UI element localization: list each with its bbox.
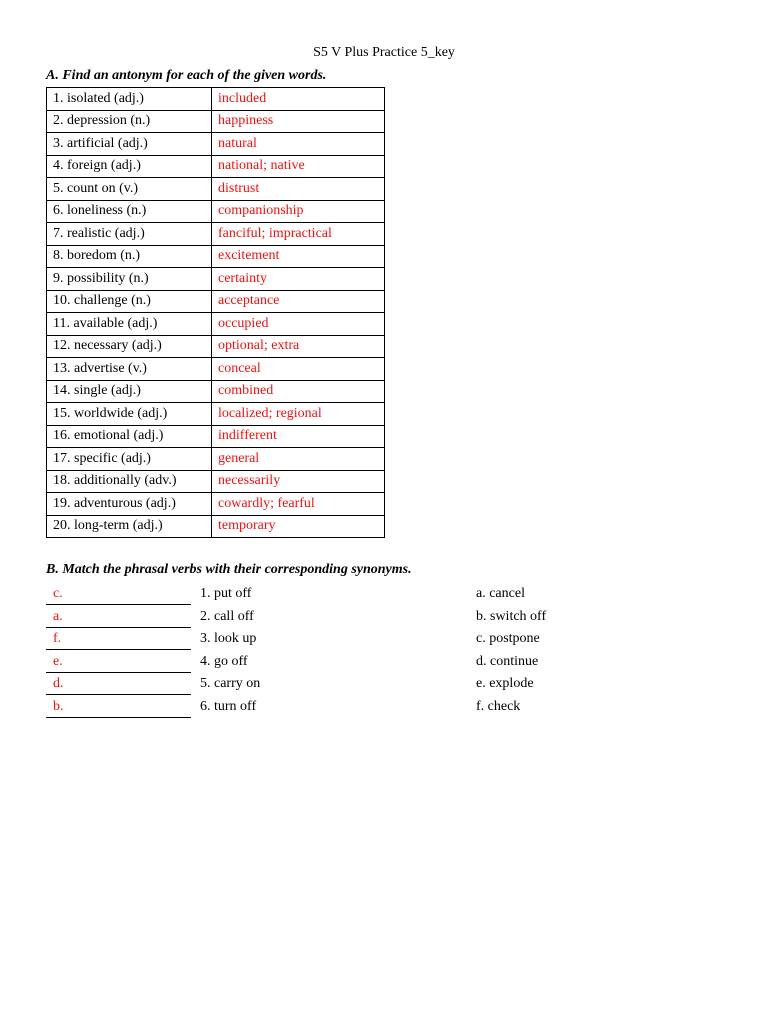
phrasal-verb: 2. call off <box>200 608 254 624</box>
given-word-cell: 16. emotional (adj.) <box>47 425 212 448</box>
given-word-cell: 8. boredom (n.) <box>47 245 212 268</box>
page-title: S5 V Plus Practice 5_key <box>313 45 455 60</box>
given-word-cell: 19. adventurous (adj.) <box>47 493 212 516</box>
table-row <box>47 515 385 538</box>
antonym-answer-cell: companionship <box>212 200 385 223</box>
antonym-answer-cell: optional; extra <box>212 335 385 358</box>
match-row <box>0 629 768 651</box>
table-row <box>47 290 385 313</box>
table-row <box>47 245 385 268</box>
antonym-answer-cell: acceptance <box>212 290 385 313</box>
given-word-cell: 1. isolated (adj.) <box>47 88 212 111</box>
answer-blank[interactable] <box>46 584 191 605</box>
antonym-answer-cell: natural <box>212 133 385 156</box>
antonym-answer-cell: conceal <box>212 358 385 381</box>
table-row <box>47 448 385 471</box>
antonym-answer-cell: excitement <box>212 245 385 268</box>
given-word-cell: 3. artificial (adj.) <box>47 133 212 156</box>
table-row <box>47 493 385 516</box>
given-word-cell: 14. single (adj.) <box>47 380 212 403</box>
table-row <box>47 268 385 291</box>
antonym-answer-cell: certainty <box>212 268 385 291</box>
antonym-answer-cell: cowardly; fearful <box>212 493 385 516</box>
antonym-answer-cell: indifferent <box>212 425 385 448</box>
phrasal-verb: 3. look up <box>200 631 257 646</box>
table-row <box>47 313 385 336</box>
given-word-cell: 17. specific (adj.) <box>47 448 212 471</box>
answer-blank[interactable] <box>46 607 191 628</box>
given-word-cell: 18. additionally (adv.) <box>47 470 212 493</box>
match-row <box>0 607 768 629</box>
given-word-cell: 9. possibility (n.) <box>47 268 212 291</box>
phrasal-verb: 4. go off <box>200 653 248 669</box>
section-b-heading: B. Match the phrasal verbs with their corresponding synonyms. <box>46 562 412 577</box>
synonym-option: b. switch off <box>476 608 547 624</box>
match-answer: a. <box>53 608 63 624</box>
table-row <box>47 200 385 223</box>
synonym-option: a. cancel <box>476 586 525 601</box>
synonym-option: d. continue <box>476 653 539 669</box>
table-row <box>47 88 385 111</box>
antonym-answer-cell: national; native <box>212 155 385 178</box>
section-a-heading: A. Find an antonym for each of the given words. <box>46 68 327 83</box>
phrasal-verb: 1. put off <box>200 586 252 601</box>
given-word-cell: 5. count on (v.) <box>47 178 212 201</box>
antonym-answer-cell: temporary <box>212 515 385 538</box>
table-row <box>47 335 385 358</box>
table-row <box>47 380 385 403</box>
table-row <box>47 178 385 201</box>
table-row <box>47 133 385 156</box>
given-word-cell: 7. realistic (adj.) <box>47 223 212 246</box>
match-row <box>0 697 768 719</box>
match-answer: b. <box>53 698 64 714</box>
synonym-option: c. postpone <box>476 631 540 646</box>
answer-blank[interactable] <box>46 697 191 718</box>
antonym-answer-cell: localized; regional <box>212 403 385 426</box>
match-answer: c. <box>53 586 63 601</box>
given-word-cell: 10. challenge (n.) <box>47 290 212 313</box>
antonym-answer-cell: combined <box>212 380 385 403</box>
given-word-cell: 13. advertise (v.) <box>47 358 212 381</box>
synonym-option: f. check <box>476 698 521 714</box>
match-answer: e. <box>53 653 63 669</box>
antonym-answer-cell: general <box>212 448 385 471</box>
given-word-cell: 11. available (adj.) <box>47 313 212 336</box>
antonym-table <box>46 87 385 538</box>
antonym-answer-cell: distrust <box>212 178 385 201</box>
match-row <box>0 652 768 674</box>
given-word-cell: 4. foreign (adj.) <box>47 155 212 178</box>
table-row <box>47 155 385 178</box>
table-row <box>47 223 385 246</box>
match-row <box>0 674 768 696</box>
antonym-answer-cell: happiness <box>212 110 385 133</box>
table-row <box>47 470 385 493</box>
antonym-answer-cell: necessarily <box>212 470 385 493</box>
match-row <box>0 584 768 606</box>
table-row <box>47 403 385 426</box>
phrasal-verb: 5. carry on <box>200 676 261 691</box>
synonym-option: e. explode <box>476 676 534 691</box>
match-answer: d. <box>53 676 64 691</box>
antonym-answer-cell: fanciful; impractical <box>212 223 385 246</box>
table-row <box>47 425 385 448</box>
given-word-cell: 12. necessary (adj.) <box>47 335 212 358</box>
answer-blank[interactable] <box>46 652 191 673</box>
table-row <box>47 358 385 381</box>
answer-blank[interactable] <box>46 674 191 695</box>
given-word-cell: 20. long-term (adj.) <box>47 515 212 538</box>
given-word-cell: 15. worldwide (adj.) <box>47 403 212 426</box>
phrasal-verb: 6. turn off <box>200 698 257 714</box>
antonym-answer-cell: included <box>212 88 385 111</box>
antonym-answer-cell: occupied <box>212 313 385 336</box>
given-word-cell: 2. depression (n.) <box>47 110 212 133</box>
table-row <box>47 110 385 133</box>
answer-blank[interactable] <box>46 629 191 650</box>
match-answer: f. <box>53 631 62 646</box>
given-word-cell: 6. loneliness (n.) <box>47 200 212 223</box>
